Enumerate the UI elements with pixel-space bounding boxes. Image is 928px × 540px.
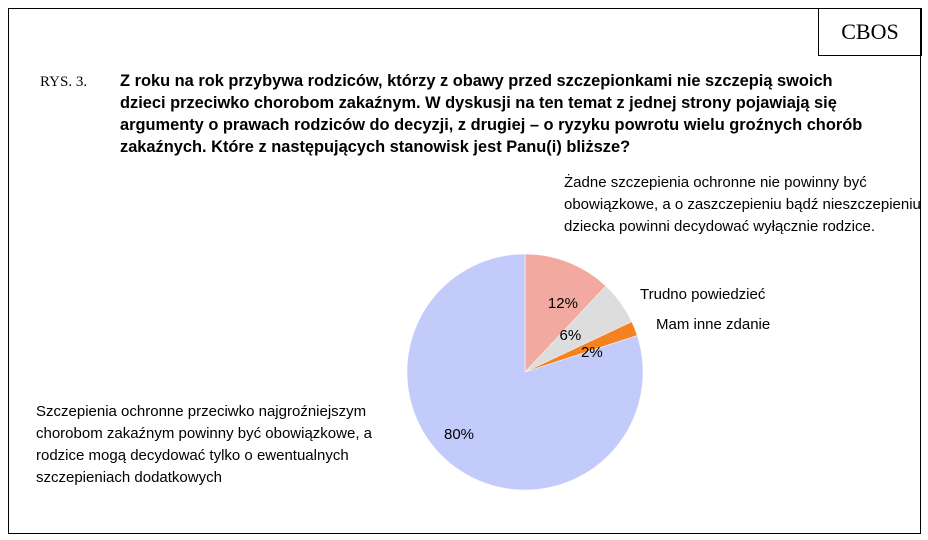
data-label-hard-to-say: 6% (559, 326, 582, 344)
legend-label-other-opinion: Mam inne zdanie (656, 316, 771, 333)
legend-label-mandatory: Szczepienia ochronne przeciwko najgroźniejszym chorobom zakaźnym powinny być obowiązkowe, a rodzice mogą decydować tylko o ewentualnych szczepieniach dodatkowych (36, 403, 372, 486)
cbos-logo: CBOS (818, 8, 922, 56)
data-label-other-opinion: 2% (581, 344, 603, 362)
legend-label-hard-to-say: Trudno powiedzieć (640, 286, 766, 303)
data-label-mandatory: 80% (443, 426, 475, 444)
figure-label: RYS. 3. (40, 74, 88, 90)
chart-title: Z roku na rok przybywa rodziców, którzy z obawy przed szczepionkami nie szczepią swoich dzieci przeciwko chorobom zakaźnym. W dyskusji na ten temat z jednej strony pojawiają się argumenty o prawach rodziców do decyzji, z drugiej – o ryzyku powrotu wielu groźnych chorób zakaźnych. Które z następujących stanowisk jest Panu(i) bliższe? (120, 72, 863, 156)
legend-label-no-mandatory: Żadne szczepienia ochronne nie powinny być obowiązkowe, a o zaszczepieniu bądź nieszczepieniu dziecka powinni decydować wyłącznie rodzice. (564, 174, 921, 235)
data-label-no-mandatory: 12% (547, 294, 578, 312)
